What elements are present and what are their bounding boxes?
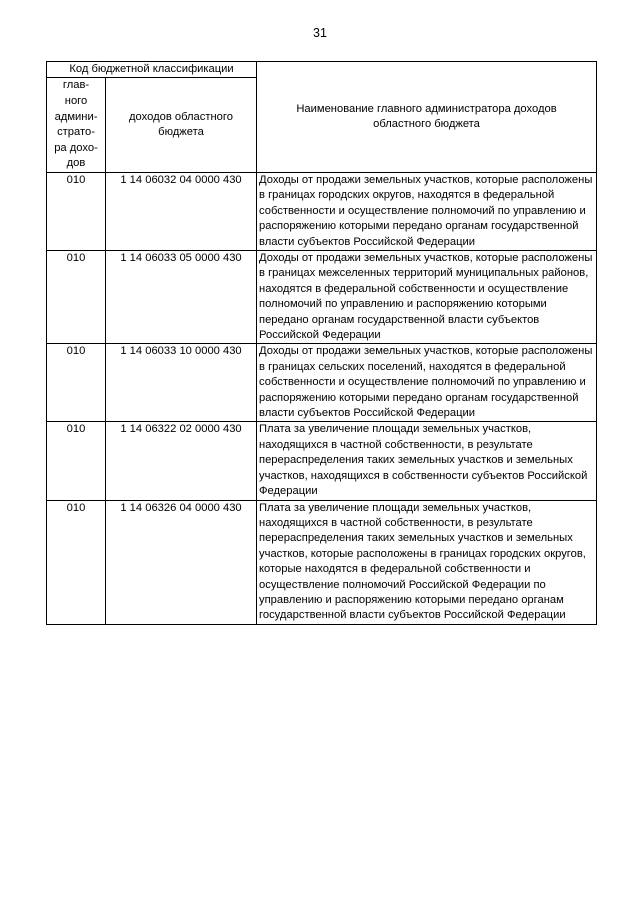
table-row	[47, 422, 597, 500]
admin-code-header-text: глав- ного админи- страто- ра дохо- дов	[54, 79, 98, 170]
income-code-cell: 1 14 06033 10 0000 430	[106, 344, 257, 422]
income-code-header-text: доходов областного бюджета	[129, 110, 233, 139]
administrator-name-cell: Доходы от продажи земельных участков, которые расположены в границах сельских поселений, находятся в федеральной собственности и осуществление полномочий по управлению и распоряжению которыми передано органам государственной власти субъектов Российской Федерации	[257, 344, 597, 422]
admin-code-cell: 010	[47, 422, 106, 500]
income-code-cell: 1 14 06032 04 0000 430	[106, 172, 257, 250]
table-row	[47, 172, 597, 250]
classification-code-header: Код бюджетной классификации	[47, 62, 257, 78]
table-row	[47, 251, 597, 344]
table-header	[47, 62, 597, 173]
table-body	[47, 172, 597, 624]
admin-code-cell: 010	[47, 344, 106, 422]
administrator-name-cell: Плата за увеличение площади земельных участков, находящихся в частной собственности, в результате перераспределения таких земельных участков и земельных участков, находящихся в собственности субъектов Российской Федерации	[257, 422, 597, 500]
income-code-cell: 1 14 06326 04 0000 430	[106, 500, 257, 624]
administrator-name-header	[257, 62, 597, 173]
admin-code-cell: 010	[47, 500, 106, 624]
admin-code-header	[47, 78, 106, 173]
table-row	[47, 500, 597, 624]
admin-code-cell: 010	[47, 251, 106, 344]
administrator-name-cell: Доходы от продажи земельных участков, которые расположены в границах городских округов, находятся в федеральной собственности и осуществление полномочий по управлению и распоряжению которыми передано органам государственной власти субъектов Российской Федерации	[257, 172, 597, 250]
income-code-cell: 1 14 06033 05 0000 430	[106, 251, 257, 344]
header-row-group	[47, 62, 597, 78]
administrator-name-cell: Плата за увеличение площади земельных участков, находящихся в частной собственности, в результате перераспределения таких земельных участков и земельных участков, которые расположены в границах городских округов, которые находятся в федеральной собственности и осуществление полномочий Российской Федерации по управлению и распоряжению которыми передано органам государственной власти субъектов Российской Федерации	[257, 500, 597, 624]
admin-code-cell: 010	[47, 172, 106, 250]
administrator-name-cell: Доходы от продажи земельных участков, которые расположены в границах межселенных территорий муниципальных районов, находятся в федеральной собственности и осуществление полномочий по управлению и распоряжению которыми передано органам государственной власти субъектов Российской Федерации	[257, 251, 597, 344]
budget-classification-table	[46, 61, 597, 625]
administrator-name-header-text: Наименование главного администратора доходов областного бюджета	[296, 102, 557, 130]
table-row	[47, 344, 597, 422]
income-code-header	[106, 78, 257, 173]
income-code-cell: 1 14 06322 02 0000 430	[106, 422, 257, 500]
page-number: 31	[313, 26, 327, 40]
